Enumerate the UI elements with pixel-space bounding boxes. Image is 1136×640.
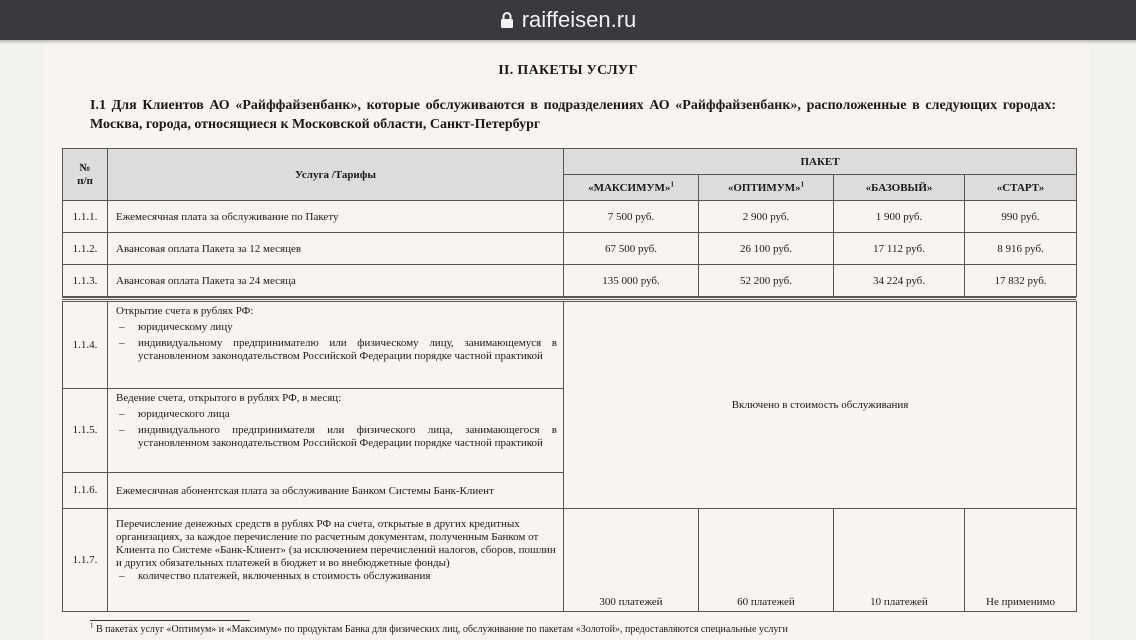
header-num-symbol: № [79, 161, 91, 174]
value-maximum: 7 500 руб. [564, 201, 699, 233]
footnote [90, 621, 788, 635]
tariff-table-services [62, 301, 1077, 612]
value-optimum: 2 900 руб. [699, 201, 834, 233]
tariff-table-header [62, 148, 1077, 297]
section-title: II. ПАКЕТЫ УСЛУГ [498, 63, 638, 78]
dash-marker: – [119, 424, 125, 436]
dash-marker: – [119, 337, 125, 349]
value-start: 8 916 руб. [965, 233, 1077, 265]
value-basic: 34 224 руб. [834, 265, 965, 297]
row-name: Авансовая оплата Пакета за 24 месяца [108, 265, 564, 297]
package-name: «МАКСИМУМ» [588, 181, 671, 194]
list-item-text: юридического лица [138, 408, 230, 420]
intro-paragraph: I.1 Для Клиентов АО «Райффайзенбанк», которые обслуживаются в подразделениях АО «Райффайзенбанк», расположенные в следующих городах: Москва, города, относящиеся к Московской области, Санкт-Петербург [90, 98, 1056, 132]
row-title: Открытие счета в рублях РФ: [116, 305, 254, 317]
list-item [116, 424, 557, 450]
footnote-rule [90, 620, 250, 621]
table-row [63, 509, 1077, 612]
header-package-maximum [564, 175, 699, 201]
row-num: 1.1.3. [63, 265, 108, 297]
header-package-optimum [699, 175, 834, 201]
url-display[interactable] [500, 7, 637, 33]
footnote-text: В пакетах услуг «Оптимум» и «Максимум» по продуктам Банка для физических лиц, обслуживание по пакетам «Золотой», предоставляются специальные услуги [93, 624, 788, 635]
list-item-text: индивидуального предпринимателя или физического лица, занимающегося в установленном законодательством Российской Федерации порядке частной практикой [138, 424, 557, 449]
header-packet: ПАКЕТ [564, 149, 1077, 175]
value-maximum: 67 500 руб. [564, 233, 699, 265]
list-item [116, 337, 557, 363]
footnote-mark: 1 [90, 621, 94, 630]
value-basic: 10 платежей [834, 509, 965, 612]
value-basic: 17 112 руб. [834, 233, 965, 265]
table-row [63, 265, 1077, 297]
list-item [116, 570, 557, 583]
table-row [63, 302, 1077, 389]
row-description [108, 389, 564, 473]
row-num: 1.1.4. [63, 302, 108, 389]
row-title: Ведение счета, открытого в рублях РФ, в месяц: [116, 392, 342, 404]
header-service: Услуга /Тарифы [108, 149, 564, 201]
value-optimum: 52 200 руб. [699, 265, 834, 297]
page-top-shadow [0, 40, 1136, 44]
row-num: 1.1.1. [63, 201, 108, 233]
value-maximum: 135 000 руб. [564, 265, 699, 297]
value-optimum: 60 платежей [699, 509, 834, 612]
header-num [63, 149, 108, 201]
row-num: 1.1.7. [63, 509, 108, 612]
row-num: 1.1.5. [63, 389, 108, 473]
row-description [108, 302, 564, 389]
list-item [116, 408, 557, 421]
table-divider [62, 297, 1076, 300]
dash-marker: – [119, 321, 125, 333]
value-start: 990 руб. [965, 201, 1077, 233]
footnote-mark: 1 [670, 179, 674, 188]
footnote-mark: 1 [800, 179, 805, 188]
row-num: 1.1.2. [63, 233, 108, 265]
table-row [63, 201, 1077, 233]
dash-marker: – [119, 570, 125, 582]
row-name: Авансовая оплата Пакета за 12 месяцев [108, 233, 564, 265]
row-num: 1.1.6. [63, 473, 108, 509]
value-basic: 1 900 руб. [834, 201, 965, 233]
browser-address-bar[interactable] [0, 0, 1136, 40]
list-item-text: индивидуальному предпринимателю или физическому лицу, занимающемуся в установленном законодательством Российской Федерации порядке частной практикой [138, 337, 557, 362]
row-name: Ежемесячная плата за обслуживание по Пакету [108, 201, 564, 233]
value-start: Не применимо [965, 509, 1077, 612]
row-description [108, 509, 564, 612]
included-in-service: Включено в стоимость обслуживания [564, 302, 1077, 509]
value-optimum: 26 100 руб. [699, 233, 834, 265]
row-title: Ежемесячная абонентская плата за обслуживание Банком Системы Банк-Клиент [108, 473, 564, 509]
value-maximum: 300 платежей [564, 509, 699, 612]
row-title: Перечисление денежных средств в рублях РФ на счета, открытые в других кредитных организациях, за каждое перечисление по расчетным документам, полученным Банком от Клиента по Системе «Банк-Клиент» (за исключением перечислений налогов, сборов, пошлин и других обязательных платежей в бюджет и во внебюджетные фонды) [116, 518, 556, 569]
lock-icon [500, 11, 514, 29]
list-item [116, 321, 557, 334]
header-package-basic: «БАЗОВЫЙ» [834, 175, 965, 201]
dash-marker: – [119, 408, 125, 420]
list-item-text: юридическому лицу [138, 321, 233, 333]
table-row [63, 233, 1077, 265]
url-domain: raiffeisen.ru [521, 7, 637, 32]
package-name: «ОПТИМУМ» [727, 181, 801, 194]
list-item-text: количество платежей, включенных в стоимость обслуживания [138, 570, 431, 582]
header-package-start: «СТАРТ» [965, 175, 1077, 201]
value-start: 17 832 руб. [965, 265, 1077, 297]
header-num-label: п/п [77, 174, 93, 187]
